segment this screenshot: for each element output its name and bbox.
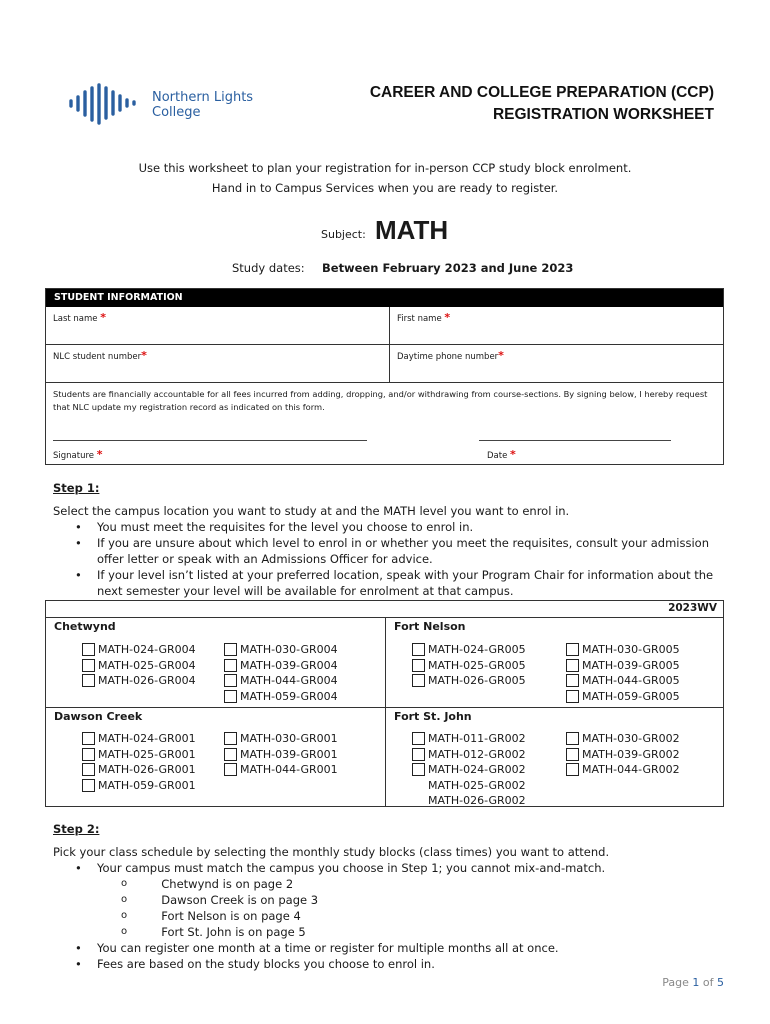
campus-dawson-creek xyxy=(46,707,385,806)
step-2-bullets xyxy=(75,860,715,972)
checkbox[interactable] xyxy=(566,643,579,656)
course-column xyxy=(82,642,196,689)
logo-line-1: Northern Lights xyxy=(152,90,254,105)
course-column xyxy=(566,731,680,778)
checkbox[interactable] xyxy=(412,674,425,687)
date-label: Date xyxy=(487,451,508,461)
required-mark: * xyxy=(100,311,106,324)
course-option[interactable] xyxy=(566,747,680,763)
course-code: MATH-025-GR005 xyxy=(428,658,526,672)
logo-line-2: College xyxy=(152,105,201,120)
course-code: MATH-025-GR002 xyxy=(428,778,526,792)
student-number-label: NLC student number xyxy=(53,352,142,362)
date-label-group xyxy=(487,448,516,461)
course-code: MATH-030-GR004 xyxy=(240,643,338,656)
course-code: MATH-025-GR004 xyxy=(98,658,196,672)
checkbox[interactable] xyxy=(412,763,425,776)
course-option[interactable] xyxy=(82,673,196,689)
signature-label-group xyxy=(53,448,102,461)
page-ref: Dawson Creek is on page 3 xyxy=(161,893,319,907)
phone-field[interactable] xyxy=(389,345,723,382)
last-name-field[interactable] xyxy=(46,307,389,344)
checkbox[interactable] xyxy=(412,643,425,656)
intro-line-1: Use this worksheet to plan your registration for in-person CCP study block enrolment. xyxy=(138,161,632,175)
title-line-1: CAREER AND COLLEGE PREPARATION (CCP) xyxy=(369,84,714,101)
course-code: MATH-011-GR002 xyxy=(428,732,526,745)
list-item: • Fees are based on the study blocks you choose to enrol in. xyxy=(75,956,715,972)
course-option[interactable] xyxy=(82,762,196,778)
page-number xyxy=(662,976,724,989)
course-option[interactable] xyxy=(412,731,526,747)
total-pages: 5 xyxy=(717,976,724,989)
campus-chetwynd xyxy=(46,617,385,707)
current-page: 1 xyxy=(692,976,700,989)
course-column xyxy=(82,731,196,793)
phone-label: Daytime phone number xyxy=(397,352,499,362)
list-item: • If your level isn’t listed at your preferred location, speak with your Program Chair for information about the next semester your level will be available for enrolment at that campus. xyxy=(75,567,715,599)
bullet-text: Your campus must match the campus you choose in Step 1; you cannot mix-and-match. xyxy=(97,861,606,875)
course-code: MATH-025-GR001 xyxy=(98,747,196,761)
checkbox[interactable] xyxy=(412,748,425,761)
name-row xyxy=(46,307,723,345)
signature-label: Signature xyxy=(53,451,95,461)
page-list xyxy=(97,876,715,940)
course-code: MATH-059-GR005 xyxy=(582,689,680,703)
financial-agreement-text: Students are financially accountable for all fees incurred from adding, dropping, and/or withdrawing from course-sections. By signing below, I hereby request that NLC update my registration record as indicated on this form. xyxy=(53,389,708,412)
course-code: MATH-026-GR004 xyxy=(98,674,196,687)
course-code: MATH-030-GR005 xyxy=(582,643,680,656)
course-code: MATH-026-GR001 xyxy=(98,763,196,776)
course-option[interactable] xyxy=(412,762,526,778)
aurora-logo-icon xyxy=(68,82,140,126)
checkbox[interactable] xyxy=(566,659,579,672)
list-item xyxy=(121,908,715,924)
course-code: MATH-024-GR002 xyxy=(428,763,526,776)
campus-name: Chetwynd xyxy=(54,620,116,633)
step-1-text: Select the campus location you want to study at and the MATH level you want to enrol in. xyxy=(53,504,570,518)
student-number-field[interactable] xyxy=(46,345,389,382)
course-column xyxy=(566,642,680,704)
checkbox[interactable] xyxy=(82,732,95,745)
course-code: MATH-030-GR001 xyxy=(240,732,338,745)
course-option[interactable] xyxy=(224,689,338,705)
logo-wordmark xyxy=(152,90,253,120)
course-option[interactable] xyxy=(412,642,526,658)
required-mark: * xyxy=(498,349,504,362)
checkbox[interactable] xyxy=(224,659,237,672)
first-name-label: First name xyxy=(397,314,442,324)
campus-name: Fort Nelson xyxy=(394,620,466,633)
step-2-title: Step 2: xyxy=(53,822,100,836)
course-code: MATH-059-GR001 xyxy=(98,778,196,792)
checkbox[interactable] xyxy=(82,674,95,687)
checkbox-absent xyxy=(412,794,425,807)
signature-line[interactable] xyxy=(53,440,367,441)
checkbox[interactable] xyxy=(224,748,237,761)
course-code: MATH-039-GR001 xyxy=(240,747,338,761)
course-option[interactable] xyxy=(82,658,196,674)
step-1-bullets xyxy=(75,519,715,599)
course-column xyxy=(412,731,526,809)
intro-line-2: Hand in to Campus Services when you are ready to register. xyxy=(211,181,559,195)
checkbox[interactable] xyxy=(566,763,579,776)
course-code: MATH-039-GR005 xyxy=(582,658,680,672)
campus-fort-nelson xyxy=(385,617,724,707)
study-dates-label: Study dates: xyxy=(232,261,305,275)
course-code: MATH-044-GR001 xyxy=(240,763,338,776)
student-information-table xyxy=(45,288,724,465)
checkbox[interactable] xyxy=(412,732,425,745)
course-code: MATH-024-GR001 xyxy=(98,732,196,745)
checkbox-absent xyxy=(412,779,425,792)
checkbox[interactable] xyxy=(566,690,579,703)
checkbox[interactable] xyxy=(224,732,237,745)
course-option[interactable] xyxy=(566,762,680,778)
course-option[interactable] xyxy=(566,658,680,674)
course-option[interactable] xyxy=(412,673,526,689)
list-item: • You can register one month at a time or register for multiple months all at once. xyxy=(75,940,715,956)
college-logo xyxy=(68,82,268,126)
list-item xyxy=(75,860,715,940)
required-mark: * xyxy=(141,349,147,362)
list-item: • If you are unsure about which level to enrol in or whether you meet the requisites, consult your admission offer letter or speak with an Admissions Officer for advice. xyxy=(75,535,715,567)
course-code: MATH-059-GR004 xyxy=(240,689,338,703)
course-option[interactable] xyxy=(224,658,338,674)
intro-text xyxy=(0,158,770,198)
page-ref: Fort St. John is on page 5 xyxy=(161,925,306,939)
step-1-title: Step 1: xyxy=(53,481,100,495)
study-dates-value: Between February 2023 and June 2023 xyxy=(322,261,574,275)
course-option[interactable] xyxy=(412,658,526,674)
course-column xyxy=(224,731,338,778)
course-code: MATH-012-GR002 xyxy=(428,747,526,761)
last-name-label: Last name xyxy=(53,314,98,324)
checkbox[interactable] xyxy=(82,748,95,761)
page-ref: Fort Nelson is on page 4 xyxy=(161,909,301,923)
course-option[interactable] xyxy=(412,778,526,794)
checkbox[interactable] xyxy=(82,643,95,656)
course-code: MATH-030-GR002 xyxy=(582,732,680,745)
checkbox[interactable] xyxy=(566,732,579,745)
course-selection-table xyxy=(45,600,724,807)
course-option[interactable] xyxy=(566,731,680,747)
list-item xyxy=(121,924,715,940)
course-code: MATH-024-GR005 xyxy=(428,643,526,656)
course-code: MATH-044-GR005 xyxy=(582,674,680,687)
of-word: of xyxy=(702,976,714,989)
course-option[interactable] xyxy=(412,793,526,809)
semester-code: 2023WV xyxy=(668,602,717,614)
course-option[interactable] xyxy=(224,747,338,763)
course-code: MATH-039-GR002 xyxy=(582,747,680,761)
page-word: Page xyxy=(662,976,689,989)
course-option[interactable] xyxy=(224,642,338,658)
list-item xyxy=(121,892,715,908)
checkbox[interactable] xyxy=(224,674,237,687)
course-code: MATH-024-GR004 xyxy=(98,643,196,656)
course-option[interactable] xyxy=(82,778,196,794)
checkbox[interactable] xyxy=(82,779,95,792)
checkbox[interactable] xyxy=(566,674,579,687)
subject-value: MATH xyxy=(375,215,449,245)
campus-name: Fort St. John xyxy=(394,710,472,723)
required-mark: * xyxy=(510,448,516,461)
checkbox[interactable] xyxy=(566,748,579,761)
course-code: MATH-044-GR004 xyxy=(240,674,338,687)
step-2-text: Pick your class schedule by selecting the monthly study blocks (class times) you want to attend. xyxy=(53,845,610,859)
course-code: MATH-044-GR002 xyxy=(582,763,680,776)
list-item: • You must meet the requisites for the level you choose to enrol in. xyxy=(75,519,715,535)
checkbox[interactable] xyxy=(224,763,237,776)
course-code: MATH-039-GR004 xyxy=(240,658,338,672)
course-option[interactable] xyxy=(224,762,338,778)
subject-label: Subject: xyxy=(321,228,366,241)
required-mark: * xyxy=(96,448,103,461)
required-mark: * xyxy=(444,311,451,324)
list-item xyxy=(121,876,715,892)
course-code: MATH-026-GR005 xyxy=(428,674,526,687)
checkbox[interactable] xyxy=(82,659,95,672)
first-name-field[interactable] xyxy=(389,307,723,344)
checkbox[interactable] xyxy=(224,690,237,703)
title-line-2: REGISTRATION WORKSHEET xyxy=(492,106,714,123)
course-column xyxy=(224,642,338,704)
course-option[interactable] xyxy=(566,642,680,658)
document-title xyxy=(370,82,714,126)
date-line[interactable] xyxy=(479,440,671,441)
course-option[interactable] xyxy=(82,642,196,658)
course-option[interactable] xyxy=(412,747,526,763)
campus-name: Dawson Creek xyxy=(54,710,143,723)
course-option[interactable] xyxy=(82,731,196,747)
course-option[interactable] xyxy=(224,673,338,689)
student-info-heading: STUDENT INFORMATION xyxy=(46,289,723,307)
id-row xyxy=(46,345,723,383)
checkbox[interactable] xyxy=(82,763,95,776)
campus-fort-st-john xyxy=(385,707,724,806)
course-column xyxy=(412,642,526,689)
course-option[interactable] xyxy=(224,731,338,747)
course-code: MATH-026-GR002 xyxy=(428,794,526,807)
course-option[interactable] xyxy=(566,689,680,705)
course-option[interactable] xyxy=(82,747,196,763)
page-ref: Chetwynd is on page 2 xyxy=(161,877,294,891)
checkbox[interactable] xyxy=(224,643,237,656)
course-option[interactable] xyxy=(566,673,680,689)
checkbox[interactable] xyxy=(412,659,425,672)
